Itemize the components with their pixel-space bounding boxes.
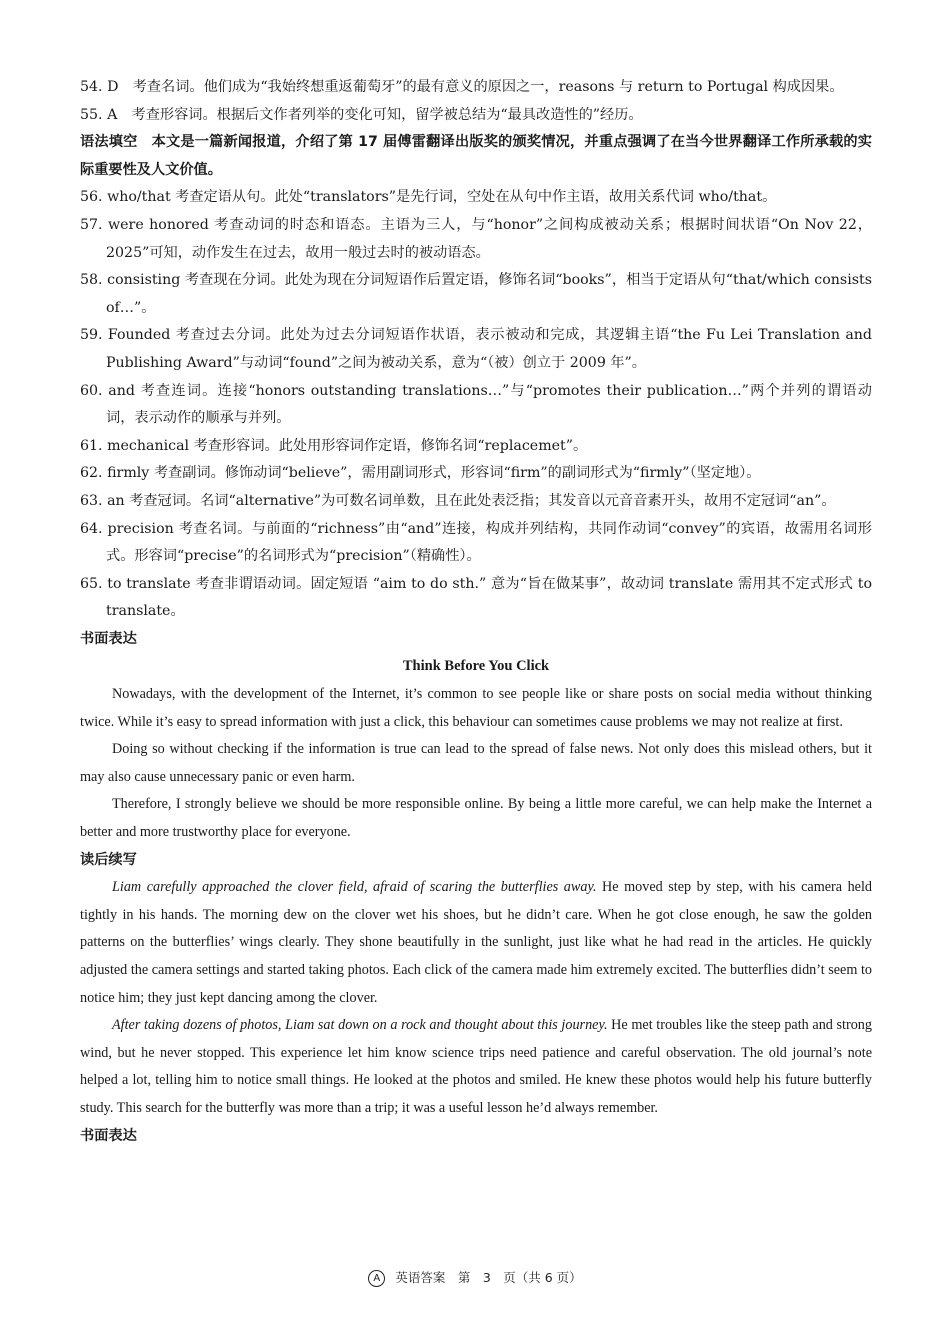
continuation-paragraph <box>80 874 872 1012</box>
item-65: 65. to translate 考查非谓语动词。固定短语 “aim to do sth.” 意为“旨在做某事”，故动词 translate 需用其不定式形式 to translate。 <box>80 575 872 620</box>
writing-heading: 书面表达 <box>80 630 137 647</box>
writing-heading-2: 书面表达 <box>80 1127 137 1144</box>
grammar-heading: 语法填空 <box>80 134 138 151</box>
paragraph-body: He moved step by step, with his camera held tightly in his hands. The morning dew on the clover wet his shoes, but he didn’t care. When he got close enough, he saw the golden patterns on the butterflies’ wings clearly. They shone beautifully in the sunlight, just like what he had read in the articles. He quickly adjusted the camera settings and started taking photos. Each click of the camera made him extremely excited. The butterflies didn’t seem to notice him; they just kept dancing among the clover. <box>80 879 873 1006</box>
item-55: 55. A 考查形容词。根据后文作者列举的变化可知，留学被总结为“最具改造性的”经历。 <box>80 106 643 123</box>
continuation-heading: 读后续写 <box>80 851 137 868</box>
paragraph-lead-sentence: Liam carefully approached the clover field, afraid of scaring the butterflies away. <box>112 879 597 896</box>
page-number-text: 英语答案 第 3 页（共 6 页） <box>395 1270 582 1285</box>
item-57: 57. were honored 考查动词的时态和语态。主语为三人，与“honor”之间构成被动关系；根据时间状语“On Nov 22，2025”可知，动作发生在过去，故用一般过去时的被动语态。 <box>80 216 872 261</box>
item-61: 61. mechanical 考查形容词。此处用形容词作定语，修饰名词“replacemet”。 <box>80 437 588 454</box>
item-54: 54. D 考查名词。他们成为“我始终想重返葡萄牙”的最有意义的原因之一，reasons 与 return to Portugal 构成因果。 <box>80 79 844 95</box>
essay-paragraph: Nowadays, with the development of the Internet, it’s common to see people like or share posts on social media without thinking twice. While it’s easy to spread information with just a click, this behaviour can sometimes cause problems we may not realize at first. <box>80 686 872 730</box>
grammar-summary: 本文是一篇新闻报道，介绍了第 17 届傅雷翻译出版奖的颁奖情况，并重点强调了在当今世界翻译工作所承载的实际重要性及人文价值。 <box>80 134 872 178</box>
paragraph-lead-sentence: After taking dozens of photos, Liam sat down on a rock and thought about this journey. <box>112 1017 608 1034</box>
item-58: 58. consisting 考查现在分词。此处为现在分词短语作后置定语，修饰名词“books”，相当于定语从句“that/which consists of…”。 <box>80 272 872 316</box>
item-63: 63. an 考查冠词。名词“alternative”为可数名词单数，且在此处表泛指；其发音以元音音素开头，故用不定冠词“an”。 <box>80 492 836 509</box>
continuation-paragraph <box>80 1012 872 1122</box>
paper-version-badge: A <box>368 1270 385 1287</box>
item-64: 64. precision 考查名词。与前面的“richness”由“and”连接，构成并列结构，共同作动词“convey”的宾语，故需用名词形式。形容词“precise”的名词形式为“precision”（精确性）。 <box>80 520 872 565</box>
answer-page <box>80 74 872 1150</box>
item-56: 56. who/that 考查定语从句。此处“translators”是先行词，空处在从句中作主语，故用关系代词 who/that。 <box>80 189 777 206</box>
item-62: 62. firmly 考查副词。修饰动词“believe”，需用副词形式，形容词“firm”的副词形式为“firmly”（坚定地）。 <box>80 465 761 482</box>
essay-title: Think Before You Click <box>402 658 550 675</box>
grammar-section-intro <box>80 129 872 184</box>
paragraph-body: He met troubles like the steep path and strong wind, but he never stopped. This experience let him know science trips need patience and careful observation. The old journal’s note helped a lot, telling him to notice small things. He looked at the photos and smiled. He knew these photos would help his future butterfly study. This search for the butterfly was more than a trip; it was a useful lesson he’d always remember. <box>80 1017 872 1116</box>
essay-paragraph: Doing so without checking if the information is true can lead to the spread of false news. Not only does this mislead others, but it may also cause unnecessary panic or even harm. <box>80 741 872 785</box>
item-59: 59. Founded 考查过去分词。此处为过去分词短语作状语，表示被动和完成，其逻辑主语“the Fu Lei Translation and Publishing Award”与动词“found”之间为被动关系，意为“（被）创立于 2009 年”。 <box>80 327 872 371</box>
item-60: 60. and 考查连词。连接“honors outstanding translations…”与“promotes their publication…”两个并列的谓语动词，表示动作的顺承与并列。 <box>80 382 872 427</box>
essay-paragraph: Therefore, I strongly believe we should be more responsible online. By being a little more careful, we can help make the Internet a better and more trustworthy place for everyone. <box>80 796 872 841</box>
page-footer <box>0 1268 950 1287</box>
